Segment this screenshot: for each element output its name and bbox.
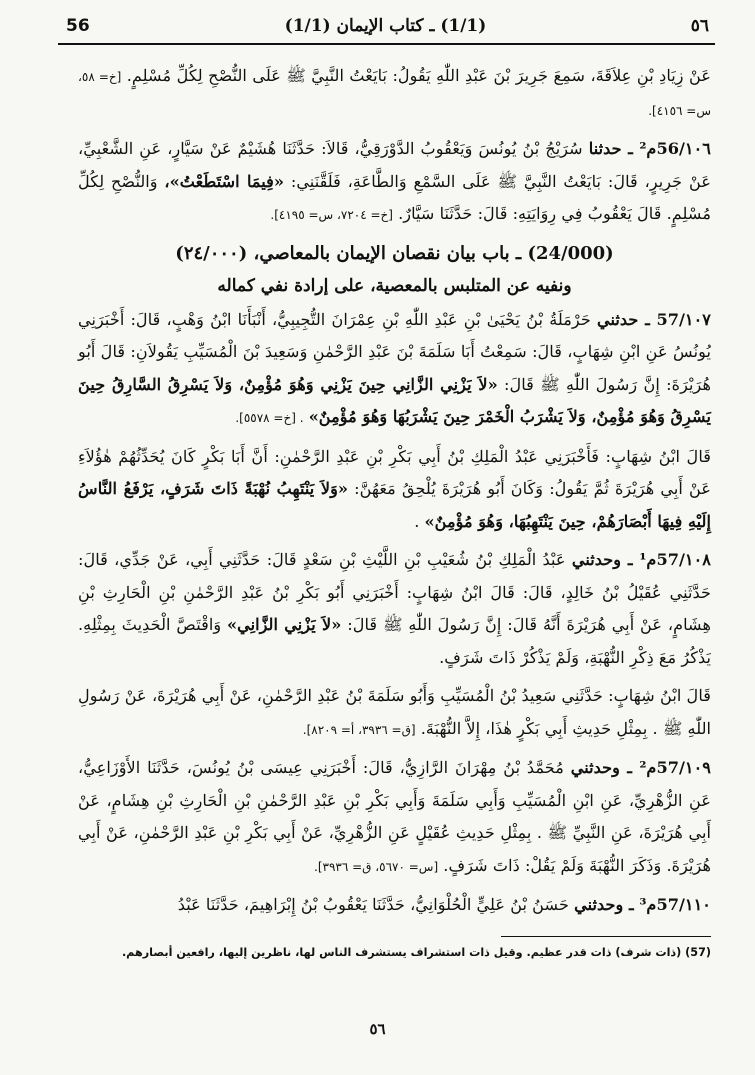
cross-reference: [خ= ٥٨، س= ٤١٥٦]. — [78, 70, 711, 118]
hadith-paragraph: قَالَ ابْنُ شِهَابٍ: حَدَّثَنِي سَعِيدُ بْنُ الْمُسَيِّبِ وَأَبُو سَلَمَةَ بْنُ عَبْدِ الرَّحْمٰنِ، عَنْ أَبِي هُرَيْرَةَ، عَنْ رَسُولِ اللّٰهِ ﷺ . بِمِثْلِ حَدِيثِ أَبِي بَكْرٍ هٰذَا، إِلاَّ النُّهْبَةَ. [ق= ٣٩٣٦، أ= ٨٢٠٩]. — [78, 686, 711, 738]
header-rule — [58, 43, 715, 45]
footnote-rule — [501, 936, 711, 937]
cross-reference: [س= ٥٦٧٠، ق= ٣٩٣٦]. — [314, 859, 439, 874]
main-text — [78, 60, 711, 922]
page-footer-number: ٥٦ — [369, 1020, 386, 1038]
prophetic-saying: «فِيمَا اسْتَطَعْتُ»، — [164, 171, 285, 191]
cross-reference: [ق= ٣٩٣٦، أ= ٨٢٠٩]. — [302, 722, 416, 737]
footnote: (57) (ذات شرف) ذات قدر عظيم. وقيل ذات استشراف يستشرف الناس لها، ناظرين إليها، رافعين أبصارهم. — [121, 946, 711, 959]
hadith-number: ١٠٩/57م² ـ وحدثني — [570, 758, 711, 777]
running-title: (1/1) ـ كتاب الإيمان (1/1) — [284, 16, 487, 36]
page-number-arabic: ٥٦ — [690, 16, 709, 36]
hadith-paragraph: ١٠٩/57م² ـ وحدثني مُحَمَّدُ بْنُ مِهْرَانَ الرَّازِيُّ، قَالَ: أَخْبَرَنِي عِيسَى بْنُ يُونُسَ، حَدَّثَنَا الأَوْزَاعِيُّ، عَنِ الزُّهْرِيِّ، عَنِ ابْنِ الْمُسَيِّبِ وَأَبِي سَلَمَةَ وَأَبِي بَكْرِ بْنِ عَبْدِ الرَّحْمٰنِ بْنِ الْحَارِثِ بْنِ هِشَامٍ، عَنْ أَبِي هُرَيْرَةَ، عَنِ النَّبِيِّ ﷺ . بِمِثْلِ حَدِيثِ عُقَيْلٍ عَنِ الزُّهْرِيِّ، عَنْ أَبِي بَكْرِ بْنِ عَبْدِ الرَّحْمٰنِ، عَنْ أَبِي هُرَيْرَةَ. وَذَكَرَ النُّهْبَةَ وَلَمْ يَقُلْ: ذَاتَ شَرَفٍ. [س= ٥٦٧٠، ق= ٣٩٣٦]. — [78, 758, 711, 875]
hadith-paragraph: قَالَ ابْنُ شِهَابٍ: فَأَخْبَرَنِي عَبْدُ الْمَلِكِ بْنُ أَبِي بَكْرِ بْنِ عَبْدِ الرَّحْمٰنِ: أَنَّ أَبَا بَكْرٍ كَانَ يُحَدِّثُهُمْ هٰؤُلاَءِ عَنْ أَبِي هُرَيْرَةَ ثُمَّ يَقُولُ: وَكَانَ أَبُو هُرَيْرَةَ يُلْحِقُ مَعَهُنَّ: «وَلاَ يَنْتَهِبُ نُهْبَةً ذَاتَ شَرَفٍ، يَرْفَعُ النَّاسُ إِلَيْهِ فِيهَا أَبْصَارَهُمْ، حِينَ يَنْتَهِبُهَا، وَهُوَ مُؤْمِنٌ» . — [78, 446, 711, 531]
page-header — [58, 14, 713, 44]
hadith-paragraph: ١٠٨/57م¹ ـ وحدثني عَبْدُ الْمَلِكِ بْنُ شُعَيْبِ بْنِ اللَّيْثِ بْنِ سَعْدٍ قَالَ: حَدَّثَنِي أَبِي، عَنْ جَدِّي، قَالَ: حَدَّثَنِي عُقَيْلُ بْنُ خَالِدٍ، قَالَ: قَالَ ابْنُ شِهَابٍ: أَخْبَرَنِي أَبُو بَكْرِ بْنُ عَبْدِ الرَّحْمٰنِ بْنِ الْحَارِثِ بْنِ هِشَامٍ، عَنْ أَبِي هُرَيْرَةَ أَنَّهُ قَالَ: إِنَّ رَسُولَ اللّٰهِ ﷺ قَالَ: «لاَ يَزْنِي الزَّانِي» وَاقْتَصَّ الْحَدِيثَ بِمِثْلِهِ. يَذْكُرُ مَعَ ذِكْرِ النُّهْبَةِ، وَلَمْ يَذْكُرْ ذَاتَ شَرَفٍ. — [78, 550, 711, 667]
page-number-latin: 56 — [66, 16, 90, 36]
hadith-number: ١٠٧/57 ـ حدثني — [597, 309, 712, 329]
hadith-paragraph: عَنْ زِيَادِ بْنِ عِلاَقَةَ، سَمِعَ جَرِيرَ بْنَ عَبْدِ اللّٰهِ يَقُولُ: بَايَعْتُ النَّبِيَّ ﷺ عَلَى النُّصْحِ لِكُلِّ مُسْلِمٍ. [خ= ٥٨، س= ٤١٥٦]. — [78, 66, 711, 118]
hadith-paragraph: ١١٠/57م³ ـ وحدثني حَسَنُ بْنُ عَلِيٍّ الْحُلْوَانِيُّ، حَدَّثَنَا يَعْقُوبُ بْنُ إِبْرَاهِيمَ، حَدَّثَنَا عَبْدُ — [177, 895, 711, 914]
chapter-subtitle: ونفيه عن المتلبس بالمعصية، على إرادة نفي كماله — [217, 275, 572, 296]
cross-reference: [خ= ٧٢٠٤، س= ٤١٩٥]. — [270, 208, 393, 222]
hadith-number: ١٠٦/56م² ـ حدثنا — [588, 139, 711, 158]
cross-reference: . [خ= ٥٥٧٨]. — [235, 411, 304, 425]
hadith-paragraph: ١٠٧/57 ـ حدثني حَرْمَلَةُ بْنُ يَحْيَىٰ بْنِ عَبْدِ اللّٰهِ بْنِ عِمْرَانَ التُّجِيبِيُّ، أَنْبَأَنَا ابْنُ وَهْبٍ، قَالَ: أَخْبَرَنِي يُونُسُ عَنِ ابْنِ شِهَابٍ، قَالَ: سَمِعْتُ أَبَا سَلَمَةَ بْنَ عَبْدِ الرَّحْمٰنِ وَسَعِيدَ بْنَ الْمُسَيِّبِ يَقُولاَنِ: قَالَ أَبُو هُرَيْرَةَ: إِنَّ رَسُولَ اللّٰهِ ﷺ قَالَ: «لاَ يَزْنِي الزَّانِي حِينَ يَزْنِي وَهُوَ مُؤْمِنٌ، وَلاَ يَسْرِقُ السَّارِقُ حِينَ يَسْرِقُ وَهُوَ مُؤْمِنٌ، وَلاَ يَشْرَبُ الْخَمْرَ حِينَ يَشْرَبُهَا وَهُوَ مُؤْمِنٌ» . [خ= ٥٥٧٨]. — [78, 309, 712, 426]
hadith-number: ١٠٨/57م¹ ـ وحدثني — [571, 550, 711, 569]
prophetic-saying: «لاَ يَزْنِي الزَّانِي حِينَ يَزْنِي وَهُوَ مُؤْمِنٌ، وَلاَ يَسْرِقُ السَّارِقُ حِينَ يَسْرِقُ وَهُوَ مُؤْمِنٌ، وَلاَ يَشْرَبُ الْخَمْرَ حِينَ يَشْرَبُهَا وَهُوَ مُؤْمِنٌ» — [78, 374, 711, 426]
prophetic-saying: «وَلاَ يَنْتَهِبُ نُهْبَةً ذَاتَ شَرَفٍ، يَرْفَعُ النَّاسُ إِلَيْهِ فِيهَا أَبْصَارَهُمْ، حِينَ يَنْتَهِبُهَا، وَهُوَ مُؤْمِنٌ» — [78, 479, 711, 531]
chapter-title: (24/000) ـ باب بيان نقصان الإيمان بالمعاصي، (٢٤/٠٠٠) — [175, 242, 614, 264]
hadith-paragraph: ١٠٦/56م² ـ حدثنا سُرَيْجُ بْنُ يُونُسَ وَيَعْقُوبُ الدَّوْرَقِيُّ، قَالاَ: حَدَّثَنَا هُشَيْمٌ عَنْ سَيَّارٍ، عَنِ الشَّعْبِيِّ، عَنْ جَرِيرٍ، قَالَ: بَايَعْتُ النَّبِيَّ ﷺ عَلَى السَّمْعِ وَالطَّاعَةِ، فَلَقَّنَنِي: «فِيمَا اسْتَطَعْتُ»، وَالنُّصْحِ لِكُلِّ مُسْلِمٍ. قَالَ يَعْقُوبُ فِي رِوَايَتِهِ: قَالَ: حَدَّثَنَا سَيَّارٌ. [خ= ٧٢٠٤، س= ٤١٩٥]. — [78, 139, 711, 223]
prophetic-saying: «لاَ يَزْنِي الزَّانِي» — [227, 615, 342, 634]
hadith-number: ١١٠/57م³ ـ وحدثني — [574, 895, 711, 914]
